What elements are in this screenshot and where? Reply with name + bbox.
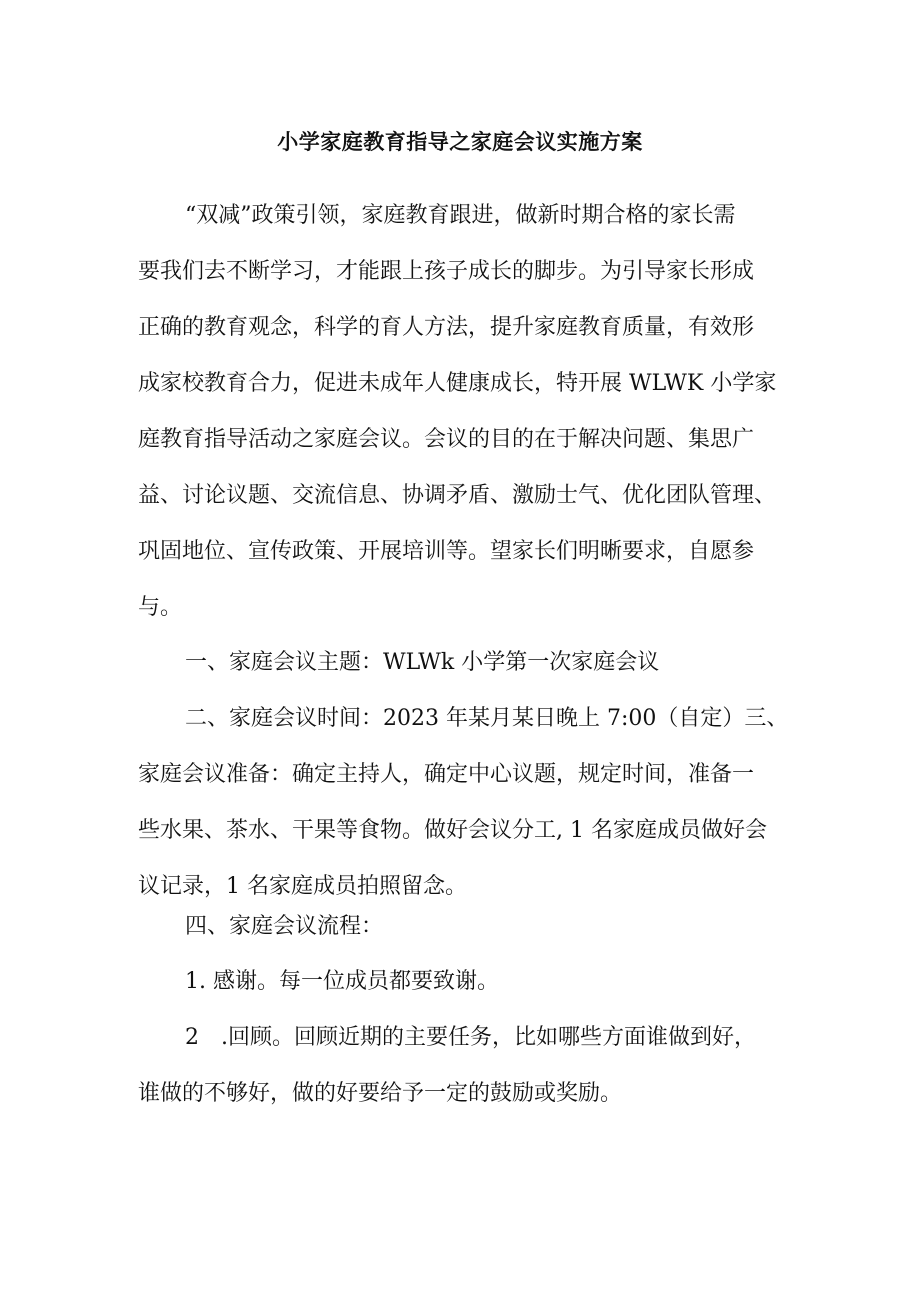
paragraph-line: 些水果、茶水、干果等食物。做好会议分工, 1 名家庭成员做好会: [138, 818, 767, 843]
process-step-2: 2 .回顾。回顾近期的主要任务，比如哪些方面谁做到好，: [185, 1025, 756, 1050]
paragraph-line: 谁做的不够好，做的好要给予一定的鼓励或奖励。: [138, 1081, 623, 1106]
process-step-1: 1. 感谢。每一位成员都要致谢。: [185, 969, 499, 994]
paragraph-line: 巩固地位、宣传政策、开展培训等。望家长们明晰要求，自愿参: [138, 539, 755, 564]
paragraph-line: 正确的教育观念，科学的育人方法，提升家庭教育质量，有效形: [138, 315, 755, 340]
paragraph-line: 庭教育指导活动之家庭会议。会议的目的在于解决问题、集思广: [138, 427, 755, 452]
paragraph-line: 成家校教育合力，促进未成年人健康成长，特开展 WLWK 小学家: [138, 371, 777, 396]
section-heading-theme: 一、家庭会议主题：WLWk 小学第一次家庭会议: [185, 650, 660, 675]
section-heading-process: 四、家庭会议流程：: [185, 914, 384, 939]
paragraph-line: 议记录，1 名家庭成员拍照留念。: [138, 874, 467, 899]
document-title: 小学家庭教育指导之家庭会议实施方案: [277, 129, 643, 154]
paragraph-line: “双减”政策引领，家庭教育跟进，做新时期合格的家长需: [185, 203, 736, 228]
paragraph-line: 益、讨论议题、交流信息、协调矛盾、激励士气、优化团队管理、: [138, 483, 777, 508]
section-line-time: 二、家庭会议时间：2023 年某月某日晚上 7:00（自定）三、: [185, 706, 789, 731]
paragraph-line: 家庭会议准备：确定主持人，确定中心议题，规定时间，准备一: [138, 762, 755, 787]
paragraph-line: 与。: [138, 595, 183, 620]
paragraph-line: 要我们去不断学习，才能跟上孩子成长的脚步。为引导家长形成: [138, 259, 755, 284]
